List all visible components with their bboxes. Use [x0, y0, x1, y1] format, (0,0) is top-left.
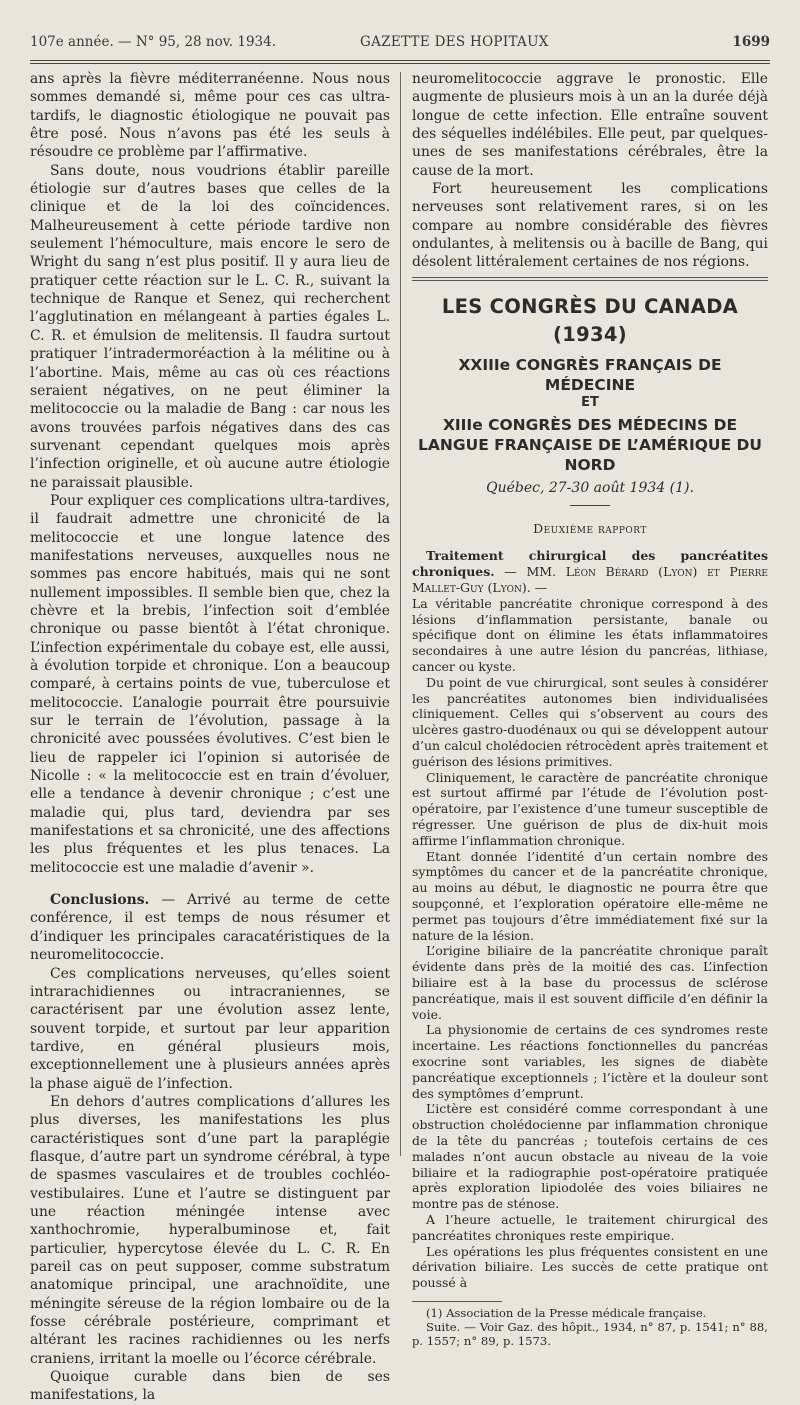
section-rule: [412, 277, 768, 278]
footnote-rule: [412, 1301, 502, 1302]
paragraph: Cliniquement, le caractère de pancréatite chronique est surtout affirmé par l’étude de l’évolution post-opératoire, par l’existence d’une tumeur susceptible de régresser. Une guérison de plus de dix-huit mois affirme l’inflammation chronique.: [412, 769, 768, 848]
footnotes: [412, 1306, 768, 1348]
conclusions-heading: Conclusions.: [50, 892, 150, 909]
issue-info: 107e année. — N° 95, 28 nov. 1934.: [30, 34, 276, 50]
page-number: 1699: [732, 34, 770, 50]
paragraph: Ces complications nerveuses, qu’elles soient intrarachidiennes ou intracraniennes, se caractérisent par une évolution assez lente, souvent torpide, et surtout par leur apparition tardive, en général plusieurs mois, exceptionnellement une à plusieurs années après la phase aiguë de l’infection.: [30, 965, 390, 1092]
paragraph: Pour expliquer ces complications ultra-tardives, il faudrait admettre une chronicité de la melitococcie et une longue latence des manifestations nerveuses, auxquelles nous ne sommes pas encore habitués, mais qui ne sont nullement impossibles. Il semble bien que, chez la chèvre et la brebis, l’infection soit d’emblée chronique ou passe bientôt à l’état chronique. L’infection expérimentale du cobaye est, elle aussi, à évolution torpide et chronique. L’on a beaucoup comparé, à certains points de vue, tuberculose et melitococcie. L’analogie pourrait être poursuivie sur le terrain de l’évolution, passage à la chronicité avec poussées évolutives. C’est bien le lieu de rappeler ici l’opinion si autorisée de Nicolle : « la melitococcie est en train d’évoluer, elle a tendance à devenir chronique ; c’est une maladie qui, plus tard, deviendra par ses manifestations et sa chronicité, une des affections les plus fréquentes et les plus tenaces. La melitococcie est une maladie d’avenir ».: [30, 492, 390, 876]
paragraph: La physionomie de certains de ces syndromes reste incertaine. Les réactions fonctionnelles du pancréas exocrine sont variables, les signes de diabète pancréatique exceptionnels ; l’ictère et la douleur sont des symptômes d’emprunt.: [412, 1022, 768, 1101]
paragraph: Quoique curable dans bien de ses manifestations, la: [30, 1369, 390, 1404]
congress-et: ET: [581, 394, 599, 410]
paragraph: L’ictère est considéré comme correspondant à une obstruction cholédocienne par inflammation chronique de la tête du pancréas ; toutefois certains de ces malades n’ont aucun obstacle au niveau de la voie biliaire et la radiographie post-opératoire pratiquée après exploration lipiodolée des voies biliaires ne montre pas de sténose.: [412, 1101, 768, 1212]
short-rule: [570, 505, 610, 506]
report-body: [412, 548, 768, 1290]
footnote: (1) Association de la Presse médicale française.: [426, 1305, 707, 1320]
section-rule: [412, 280, 768, 281]
paragraph: Etant donnée l’identité d’un certain nombre des symptômes du cancer et de la pancréatite chronique, au moins au début, le diagnostic ne pourra être que soupçonné, et l’exploration opératoire elle-même ne permet pas toujours d’être immédiatement fixé sur la nature de la lésion.: [412, 848, 768, 943]
page-header: [30, 34, 770, 56]
paragraph: Sans doute, nous voudrions établir pareille étiologie sur d’autres bases que celles de la clinique et de la loi des coïncidences. Malheureusement à cette période tardive non seulement l’hémoculture, mais encore le sero de Wright du sang n’est plus positif. Il y aura lieu de pratiquer cette réaction sur le L. C. R., suivant la technique de Ranque et Senez, qui recherchent l’agglutination en mélangeant à parties égales L. C. R. et émulsion de melitensis. Il faudra surtout pratiquer l’intradermoréaction à la mélitine ou à l’abortine. Mais, même au cas où ces réactions seraient négatives, on ne peut éliminer la melitococcie ou la maladie de Bang : car nous les avons trouvées parfois négatives dans des cas survenant cependant quelques mois après l’infection originelle, et où aucune autre étiologie ne paraissait plausible.: [30, 162, 390, 491]
congress-heading: [412, 293, 768, 506]
conclusions-paragraph: [30, 891, 390, 964]
congress-title: LES CONGRÈS DU CANADA (1934): [441, 294, 739, 346]
paragraph: ans après la fièvre méditerranéenne. Nous nous sommes demandé si, même pour ces cas ultra-tardifs, le diagnostic étiologique ne pouvait pas être posé. Nous n’avons pas été les seuls à résoudre ce problème par l’affirmative.: [30, 71, 390, 161]
paragraph: La véritable pancréatite chronique correspond à des lésions d’inflammation persistante, banale ou spécifique dont on élimine les états inflammatoires secondaires à une autre lésion du pancréas, lithiase, cancer ou kyste.: [412, 595, 768, 675]
paragraph: Fort heureusement les complications nerveuses sont relativement rares, si on les compare au nombre considérable des fièvres ondulantes, à melitensis ou à bacille de Bang, qui désolent littéralement certaines de nos régions.: [412, 181, 768, 271]
congress-subtitle-1: XXIIIe CONGRÈS FRANÇAIS DE MÉDECINE: [458, 355, 722, 394]
journal-title: GAZETTE DES HOPITAUX: [360, 34, 549, 50]
header-rule: [30, 60, 770, 61]
paragraph: neuromelitococcie aggrave le pronostic. Elle augmente de plusieurs mois à un an la durée déjà longue de cette infection. Elle entraîne souvent des séquelles indélébiles. Elle peut, par quelques-unes de ses manifestations cérébrales, être la cause de la mort.: [412, 71, 768, 179]
congress-subtitle-2: XIIIe CONGRÈS DES MÉDECINS DE LANGUE FRANÇAISE DE L’AMÉRIQUE DU NORD: [418, 415, 762, 474]
congress-place-date: Québec, 27-30 août 1934 (1).: [486, 479, 694, 496]
footnote: Suite. — Voir Gaz. des hôpit., 1934, n° 87, p. 1541; n° 88, p. 1557; n° 89, p. 1573.: [412, 1319, 768, 1348]
paragraph: Les opérations les plus fréquentes consistent en une dérivation biliaire. Les succès de cette pratique ont poussé à: [412, 1243, 768, 1291]
report-authors: — MM. Léon Bérard (Lyon) et Pierre Mallet-Guy (Lyon). —: [412, 564, 768, 596]
paragraph: A l’heure actuelle, le traitement chirurgical des pancréatites chroniques reste empirique.: [412, 1211, 768, 1243]
paragraph: En dehors d’autres complications d’allures les plus diverses, les manifestations les plus caractéristiques sont d’une part la paraplégie flasque, d’autre part un syndrome cérébral, à type de spasmes vasculaires et de troubles cochléo-vestibulaires. L’une et l’autre se distinguent par une réaction méningée intense avec xanthochromie, hyperalbuminose et, fait particulier, hypercytose élevée du L. C. R. En pareil cas on peut supposer, comme substratum anatomique principal, une arachnoïdite, une méningite séreuse de la région lombaire ou de la fosse cérébrale postérieure, comprimant et altérant les racines rachidiennes ou les nerfs craniens, irritant la moelle ou l’écorce cérébrale.: [30, 1093, 390, 1367]
left-column: [30, 70, 390, 1405]
column-divider: [400, 72, 401, 1156]
report-title-paragraph: [412, 548, 768, 595]
header-rule-thin: [30, 63, 770, 64]
right-column: [412, 70, 768, 1348]
report-label: Deuxième rapport: [533, 521, 647, 537]
paragraph: Du point de vue chirurgical, sont seules à considérer les pancréatites autonomes bien individualisées cliniquement. Celles qui s’observent au cours des ulcères gastro-duodénaux ou qui se développent autour d’un calcul cholédocien rétrocèdent après traitement et guérison des lésions primitives.: [412, 674, 768, 769]
paragraph: L’origine biliaire de la pancréatite chronique paraît évidente dans près de la moitié des cas. L’infection biliaire est à la base du processus de sclérose pancréatique, mais il est souvent difficile d’en définir la voie.: [412, 943, 768, 1022]
conclusions-text: — Arrivé au terme de cette conférence, il est temps de nous résumer et d’indiquer les principales caracatéristiques de la neuromelitococcie.: [30, 892, 390, 964]
report-title: Traitement chirurgical des pancréatites chroniques.: [412, 548, 768, 580]
